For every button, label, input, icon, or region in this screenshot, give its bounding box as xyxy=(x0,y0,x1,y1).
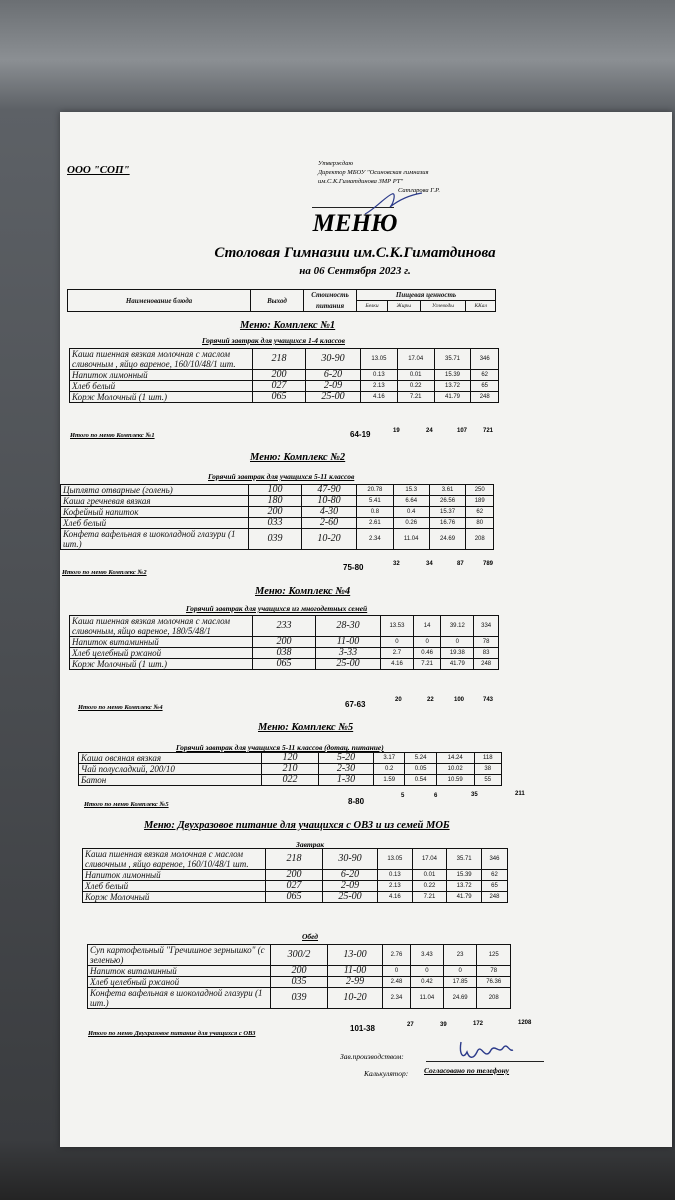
dish-output: 200 xyxy=(249,507,302,518)
dish-carbs: 41.79 xyxy=(441,659,474,670)
menu-table-5 xyxy=(78,752,502,786)
dish-protein: 4.16 xyxy=(378,892,413,903)
dish-output: 218 xyxy=(266,849,323,870)
total-price: 101-38 xyxy=(350,1024,375,1033)
section-subtitle: Горячий завтрак для учащихся 5-11 классов (дотац. питание) xyxy=(176,743,384,752)
dish-name: Корж Молочный xyxy=(83,892,266,903)
dish-output: 039 xyxy=(271,988,328,1009)
col-kcal-header: ККал xyxy=(466,301,496,312)
dish-carbs: 26.56 xyxy=(429,496,466,507)
dish-price: 11-00 xyxy=(328,966,383,977)
dish-fat: 0.22 xyxy=(412,881,447,892)
dish-price: 5-20 xyxy=(319,753,374,764)
dish-name: Каша пшенная вязкая молочная с маслом сливочным, яйцо вареное, 180/5/48/1 xyxy=(70,616,253,637)
dish-fat: 0.22 xyxy=(397,381,434,392)
total-carbs: 107 xyxy=(457,428,468,434)
total-carbs: 87 xyxy=(457,561,464,567)
dish-output: 200 xyxy=(271,966,328,977)
dish-output: 027 xyxy=(253,381,306,392)
dish-kcal: 125 xyxy=(477,945,511,966)
section-subtitle: Горячий завтрак для учащихся 5-11 классов xyxy=(208,472,355,481)
dish-price: 25-00 xyxy=(323,892,378,903)
dish-output: 300/2 xyxy=(271,945,328,966)
dish-protein: 0.13 xyxy=(378,870,413,881)
dish-output: 180 xyxy=(249,496,302,507)
dish-name: Каша пшенная вязкая молочная с маслом сливочным , яйцо вареное, 160/10/48/1 шт. xyxy=(70,349,253,370)
dish-kcal: 334 xyxy=(474,616,499,637)
dish-protein: 2.7 xyxy=(381,648,414,659)
menu-table-1 xyxy=(69,348,499,403)
section-title: Меню: Комплекс №1 xyxy=(240,320,336,331)
dish-name: Напиток витаминный xyxy=(88,966,271,977)
dish-protein: 3.17 xyxy=(374,753,405,764)
dish-price: 3-33 xyxy=(316,648,381,659)
two-meal-lunch-table xyxy=(87,944,511,1009)
dish-carbs: 10.59 xyxy=(436,775,474,786)
dish-kcal: 78 xyxy=(477,966,511,977)
dish-fat: 11.04 xyxy=(410,988,443,1009)
dish-kcal: 248 xyxy=(474,659,499,670)
dish-carbs: 13.72 xyxy=(447,881,482,892)
dish-price: 6-20 xyxy=(306,370,361,381)
dish-carbs: 24.69 xyxy=(443,988,477,1009)
total-price: 64-19 xyxy=(350,430,371,439)
dish-price: 47-90 xyxy=(302,485,357,496)
dish-kcal: 250 xyxy=(466,485,494,496)
dish-price: 2-09 xyxy=(323,881,378,892)
total-kcal: 211 xyxy=(515,791,525,797)
dish-protein: 0 xyxy=(381,637,414,648)
total-fat: 22 xyxy=(427,697,434,703)
dish-carbs: 3.61 xyxy=(429,485,466,496)
dish-fat: 0.42 xyxy=(410,977,443,988)
menu-date: на 06 Сентября 2023 г. xyxy=(299,265,411,277)
column-header-table xyxy=(67,289,496,312)
total-label: Итого по меню Комплекс №1 xyxy=(70,432,155,439)
dish-carbs: 39.12 xyxy=(441,616,474,637)
dish-name: Корж Молочный (1 шт.) xyxy=(70,659,253,670)
dish-protein: 0 xyxy=(383,966,411,977)
dish-output: 033 xyxy=(249,518,302,529)
lunch-label: Обед xyxy=(302,932,319,941)
total-carbs: 35 xyxy=(471,792,478,798)
dish-kcal: 208 xyxy=(477,988,511,1009)
dish-fat: 6.64 xyxy=(393,496,429,507)
dish-protein: 1.59 xyxy=(374,775,405,786)
calculator-label: Калькулятор: xyxy=(364,1069,409,1078)
total-kcal: 721 xyxy=(483,428,494,434)
dish-protein: 2.34 xyxy=(383,988,411,1009)
dish-fat: 17.04 xyxy=(412,849,447,870)
dish-protein: 20.78 xyxy=(357,485,394,496)
dish-name: Хлеб целебный ржаной xyxy=(70,648,253,659)
dish-output: 027 xyxy=(266,881,323,892)
dish-output: 100 xyxy=(249,485,302,496)
dish-name: Хлеб белый xyxy=(61,518,249,529)
dish-protein: 2.48 xyxy=(383,977,411,988)
dish-price: 6-20 xyxy=(323,870,378,881)
dish-output: 065 xyxy=(266,892,323,903)
dish-protein: 13.05 xyxy=(378,849,413,870)
dish-protein: 2.13 xyxy=(378,881,413,892)
dish-protein: 2.13 xyxy=(361,381,398,392)
dish-carbs: 41.79 xyxy=(447,892,482,903)
dish-price: 11-00 xyxy=(316,637,381,648)
menu-table-4 xyxy=(69,615,499,670)
total-kcal: 789 xyxy=(483,561,494,567)
approver-name: Сатгарова Г.Р. xyxy=(398,187,441,194)
dish-carbs: 14.24 xyxy=(436,753,474,764)
total-fat: 34 xyxy=(426,561,433,567)
dish-output: 233 xyxy=(253,616,316,637)
total-protein: 19 xyxy=(393,428,400,434)
dish-fat: 7.21 xyxy=(412,892,447,903)
dish-name: Напиток витаминный xyxy=(70,637,253,648)
dish-protein: 2.61 xyxy=(357,518,394,529)
menu-document xyxy=(60,112,672,1147)
total-fat: 39 xyxy=(440,1022,447,1028)
approval-line: Директор МБОУ "Осиновская гимназия xyxy=(318,169,429,176)
dish-fat: 7.21 xyxy=(413,659,440,670)
dish-output: 065 xyxy=(253,392,306,403)
dish-carbs: 41.79 xyxy=(434,392,471,403)
dish-name: Каша овсяная вязкая xyxy=(79,753,262,764)
col-cost-header-2: питания xyxy=(304,301,357,312)
approval-line: им.С.К.Гиматдинова ЗМР РТ" xyxy=(318,178,404,185)
dish-kcal: 55 xyxy=(474,775,501,786)
production-manager-label: Зав.производством: xyxy=(340,1052,404,1061)
org-name: ООО "СОП" xyxy=(67,164,130,176)
dish-kcal: 248 xyxy=(471,392,499,403)
dish-protein: 0.8 xyxy=(357,507,394,518)
section-subtitle: Горячий завтрак для учащихся из многодетных семей xyxy=(186,604,368,613)
dish-carbs: 13.72 xyxy=(434,381,471,392)
dish-carbs: 15.39 xyxy=(447,870,482,881)
canteen-name: Столовая Гимназии им.С.К.Гиматдинова xyxy=(214,245,496,261)
total-kcal: 1208 xyxy=(518,1020,532,1026)
dish-protein: 4.16 xyxy=(361,392,398,403)
page-title: МЕНЮ xyxy=(312,210,398,237)
dish-output: 218 xyxy=(253,349,306,370)
dish-carbs: 19.38 xyxy=(441,648,474,659)
col-protein-header: Белки xyxy=(357,301,388,312)
dish-protein: 0.2 xyxy=(374,764,405,775)
dish-output: 120 xyxy=(262,753,319,764)
dish-fat: 17.04 xyxy=(397,349,434,370)
breakfast-label: Завтрак xyxy=(296,840,325,849)
section-title: Меню: Двухразовое питание для учащихся с ОВЗ и из семей МОБ xyxy=(144,820,450,831)
dish-output: 022 xyxy=(262,775,319,786)
dish-output: 210 xyxy=(262,764,319,775)
dish-carbs: 0 xyxy=(441,637,474,648)
dish-carbs: 10.02 xyxy=(436,764,474,775)
dish-fat: 11.04 xyxy=(393,529,429,550)
total-fat: 6 xyxy=(434,793,438,799)
dish-fat: 3.43 xyxy=(410,945,443,966)
total-price: 8-80 xyxy=(348,797,365,806)
total-carbs: 100 xyxy=(454,697,465,703)
dish-name: Каша пшенная вязкая молочная с маслом сливочным , яйцо вареное, 160/10/48/1 шт. xyxy=(83,849,266,870)
dish-kcal: 62 xyxy=(466,507,494,518)
dish-price: 25-00 xyxy=(316,659,381,670)
dish-carbs: 24.69 xyxy=(429,529,466,550)
dish-name: Хлеб целебный ржаной xyxy=(88,977,271,988)
calculator-value: Согласовано по телефону xyxy=(424,1066,510,1075)
dish-kcal: 76.36 xyxy=(477,977,511,988)
dish-output: 038 xyxy=(253,648,316,659)
dish-protein: 2.34 xyxy=(357,529,394,550)
dish-name: Цыплята отварные (голень) xyxy=(61,485,249,496)
dish-kcal: 78 xyxy=(474,637,499,648)
dish-price: 30-90 xyxy=(323,849,378,870)
dish-name: Хлеб белый xyxy=(70,381,253,392)
dish-name: Хлеб белый xyxy=(83,881,266,892)
dish-price: 2-60 xyxy=(302,518,357,529)
dish-output: 200 xyxy=(253,637,316,648)
dish-name: Батон xyxy=(79,775,262,786)
total-protein: 20 xyxy=(395,697,402,703)
dish-name: Конфета вафельная в шоколадной глазури (1 шт.) xyxy=(61,529,249,550)
dish-fat: 0.26 xyxy=(393,518,429,529)
dish-name: Каша гречневая вязкая xyxy=(61,496,249,507)
dish-kcal: 83 xyxy=(474,648,499,659)
dish-price: 30-90 xyxy=(306,349,361,370)
production-manager-signature xyxy=(455,1032,515,1064)
total-carbs: 172 xyxy=(473,1021,484,1027)
dish-carbs: 35.71 xyxy=(447,849,482,870)
dish-protein: 13.53 xyxy=(381,616,414,637)
dish-output: 035 xyxy=(271,977,328,988)
dish-fat: 0.4 xyxy=(393,507,429,518)
dish-output: 065 xyxy=(253,659,316,670)
dish-carbs: 35.71 xyxy=(434,349,471,370)
dish-price: 1-30 xyxy=(319,775,374,786)
total-protein: 5 xyxy=(401,793,405,799)
dish-protein: 4.16 xyxy=(381,659,414,670)
dish-name: Напиток лимонный xyxy=(83,870,266,881)
dish-protein: 13.05 xyxy=(361,349,398,370)
col-nutrition-header: Пищевая ценность xyxy=(357,290,496,301)
dish-kcal: 65 xyxy=(471,381,499,392)
dish-fat: 0 xyxy=(413,637,440,648)
dish-kcal: 118 xyxy=(474,753,501,764)
dish-price: 2-09 xyxy=(306,381,361,392)
dish-kcal: 62 xyxy=(481,870,507,881)
dish-protein: 0.13 xyxy=(361,370,398,381)
dish-carbs: 23 xyxy=(443,945,477,966)
dish-fat: 14 xyxy=(413,616,440,637)
dish-kcal: 248 xyxy=(481,892,507,903)
total-label: Итого по меню Двухразовое питание для учащихся с ОВЗ xyxy=(88,1030,256,1037)
total-label: Итого по меню Комплекс №2 xyxy=(62,569,147,576)
dish-output: 039 xyxy=(249,529,302,550)
dish-name: Кофейный напиток xyxy=(61,507,249,518)
dish-protein: 2.76 xyxy=(383,945,411,966)
menu-table-2 xyxy=(60,484,494,550)
dish-price: 2-99 xyxy=(328,977,383,988)
col-cost-header: Стоимость xyxy=(304,290,357,301)
two-meal-breakfast-table xyxy=(82,848,508,903)
dish-kcal: 189 xyxy=(466,496,494,507)
section-subtitle: Горячий завтрак для учащихся 1-4 классов xyxy=(202,336,345,345)
dish-fat: 0 xyxy=(410,966,443,977)
dish-output: 200 xyxy=(266,870,323,881)
dish-price: 2-30 xyxy=(319,764,374,775)
dish-price: 10-20 xyxy=(328,988,383,1009)
dish-carbs: 17.85 xyxy=(443,977,477,988)
section-title: Меню: Комплекс №4 xyxy=(255,586,351,597)
section-title: Меню: Комплекс №2 xyxy=(250,452,346,463)
approval-line: Утверждаю xyxy=(318,160,354,167)
total-protein: 27 xyxy=(407,1022,414,1028)
dish-kcal: 346 xyxy=(481,849,507,870)
dish-carbs: 15.39 xyxy=(434,370,471,381)
dish-protein: 5.41 xyxy=(357,496,394,507)
section-title: Меню: Комплекс №5 xyxy=(258,722,354,733)
dish-name: Чай полусладкий, 200/10 xyxy=(79,764,262,775)
dish-fat: 7.21 xyxy=(397,392,434,403)
total-protein: 32 xyxy=(393,561,400,567)
total-fat: 24 xyxy=(426,428,433,434)
dish-kcal: 208 xyxy=(466,529,494,550)
dish-carbs: 16.76 xyxy=(429,518,466,529)
dish-name: Напиток лимонный xyxy=(70,370,253,381)
dish-price: 25-00 xyxy=(306,392,361,403)
total-price: 75-80 xyxy=(343,563,364,572)
dish-carbs: 15.37 xyxy=(429,507,466,518)
total-kcal: 743 xyxy=(483,697,494,703)
dish-fat: 0.01 xyxy=(412,870,447,881)
dish-kcal: 346 xyxy=(471,349,499,370)
col-name-header: Наименование блюда xyxy=(68,290,251,312)
dish-fat: 0.01 xyxy=(397,370,434,381)
dish-fat: 0.46 xyxy=(413,648,440,659)
dish-name: Конфета вафельная в шоколадной глазури (1 шт.) xyxy=(88,988,271,1009)
dish-price: 4-30 xyxy=(302,507,357,518)
dish-name: Корж Молочный (1 шт.) xyxy=(70,392,253,403)
dish-kcal: 80 xyxy=(466,518,494,529)
col-carbs-header: Углеводы xyxy=(420,301,466,312)
dish-fat: 15.3 xyxy=(393,485,429,496)
dish-price: 10-20 xyxy=(302,529,357,550)
dish-carbs: 0 xyxy=(443,966,477,977)
total-label: Итого по меню Комплекс №4 xyxy=(78,704,163,711)
dish-kcal: 65 xyxy=(481,881,507,892)
total-label: Итого по меню Комплекс №5 xyxy=(84,801,169,808)
dish-fat: 0.05 xyxy=(405,764,436,775)
col-output-header: Выход xyxy=(251,290,304,312)
dish-price: 13-00 xyxy=(328,945,383,966)
dish-kcal: 62 xyxy=(471,370,499,381)
col-fat-header: Жиры xyxy=(387,301,420,312)
total-price: 67-63 xyxy=(345,700,366,709)
dish-fat: 5.24 xyxy=(405,753,436,764)
dish-kcal: 38 xyxy=(474,764,501,775)
dish-output: 200 xyxy=(253,370,306,381)
dish-price: 28-30 xyxy=(316,616,381,637)
dish-name: Суп картофельный "Гречишное зернышко" (с зеленью) xyxy=(88,945,271,966)
dish-fat: 0.54 xyxy=(405,775,436,786)
dish-price: 10-80 xyxy=(302,496,357,507)
